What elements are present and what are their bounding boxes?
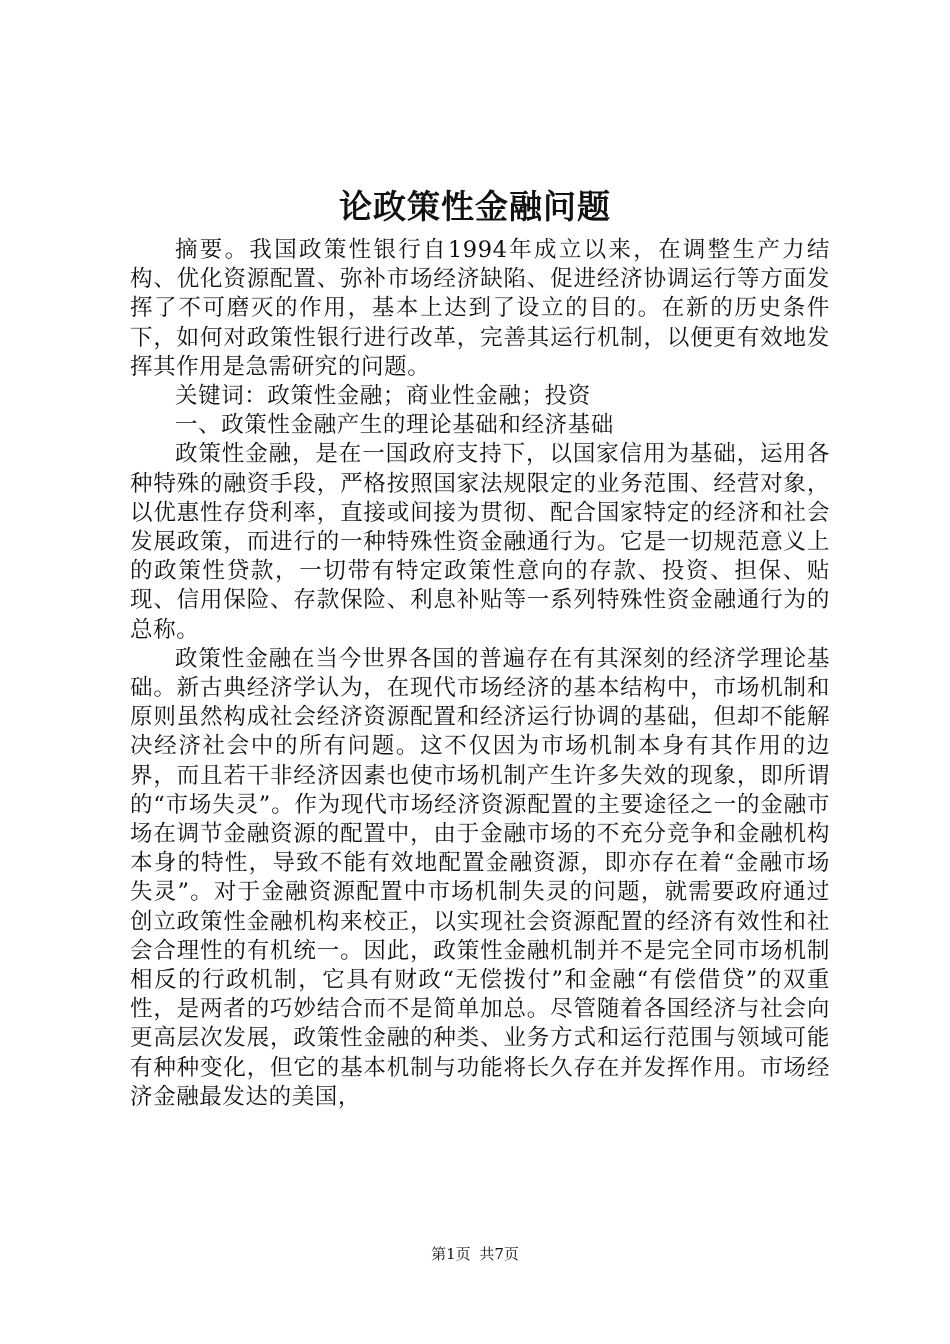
document-body [130, 236, 830, 1112]
page-total: 共7页 [479, 1245, 519, 1263]
document-title: 论政策性金融问题 [339, 187, 611, 226]
section-heading: 一、政策性金融产生的理论基础和经济基础 [175, 412, 614, 439]
body-paragraph: 政策性金融，是在一国政府支持下，以国家信用为基础，运用各种特殊的融资手段，严格按照国家法规限定的业务范围、经营对象，以优惠性存贷利率，直接或间接为贯彻、配合国家特定的经济和社会发展政策，而进行的一种特殊性资金融通行为。它是一切规范意义上的政策性贷款，一切带有特定政策性意向的存款、投资、担保、贴现、信用保险、存款保险、利息补贴等一系列特殊性资金融通行为的总称。 [130, 441, 830, 643]
body-paragraph: 政策性金融在当今世界各国的普遍存在有其深刻的经济学理论基础。新古典经济学认为，在现代市场经济的基本结构中，市场机制和原则虽然构成社会经济资源配置和经济运行协调的基础，但却不能解决经济社会中的所有问题。这不仅因为市场机制本身有其作用的边界，而且若干非经济因素也使市场机制产生许多失效的现象，即所谓的“市场失灵”。作为现代市场经济资源配置的主要途径之一的金融市场在调节金融资源的配置中，由于金融市场的不充分竞争和金融机构本身的特性，导致不能有效地配置金融资源，即亦存在着“金融市场失灵”。对于金融资源配置中市场机制失灵的问题，就需要政府通过创立政策性金融机构来校正，以实现社会资源配置的经济有效性和社会合理性的有机统一。因此，政策性金融机制并不是完全同市场机制相反的行政机制，它具有财政“无偿拨付”和金融“有偿借贷”的双重性，是两者的巧妙结合而不是简单加总。尽管随着各国经济与社会向更高层次发展，政策性金融的种类、业务方式和运行范围与领域可能有种种变化，但它的基本机制与功能将长久存在并发挥作用。市场经济金融最发达的美国， [130, 645, 830, 1110]
page-footer [0, 1244, 950, 1264]
keywords-line: 关键词：政策性金融；商业性金融；投资 [175, 383, 591, 410]
page-number: 第1页 [431, 1245, 471, 1263]
abstract-paragraph: 摘要。我国政策性银行自1994年成立以来，在调整生产力结构、优化资源配置、弥补市场经济缺陷、促进经济协调运行等方面发挥了不可磨灭的作用，基本上达到了设立的目的。在新的历史条件下，如何对政策性银行进行改革，完善其运行机制，以便更有效地发挥其作用是急需研究的问题。 [130, 237, 830, 380]
